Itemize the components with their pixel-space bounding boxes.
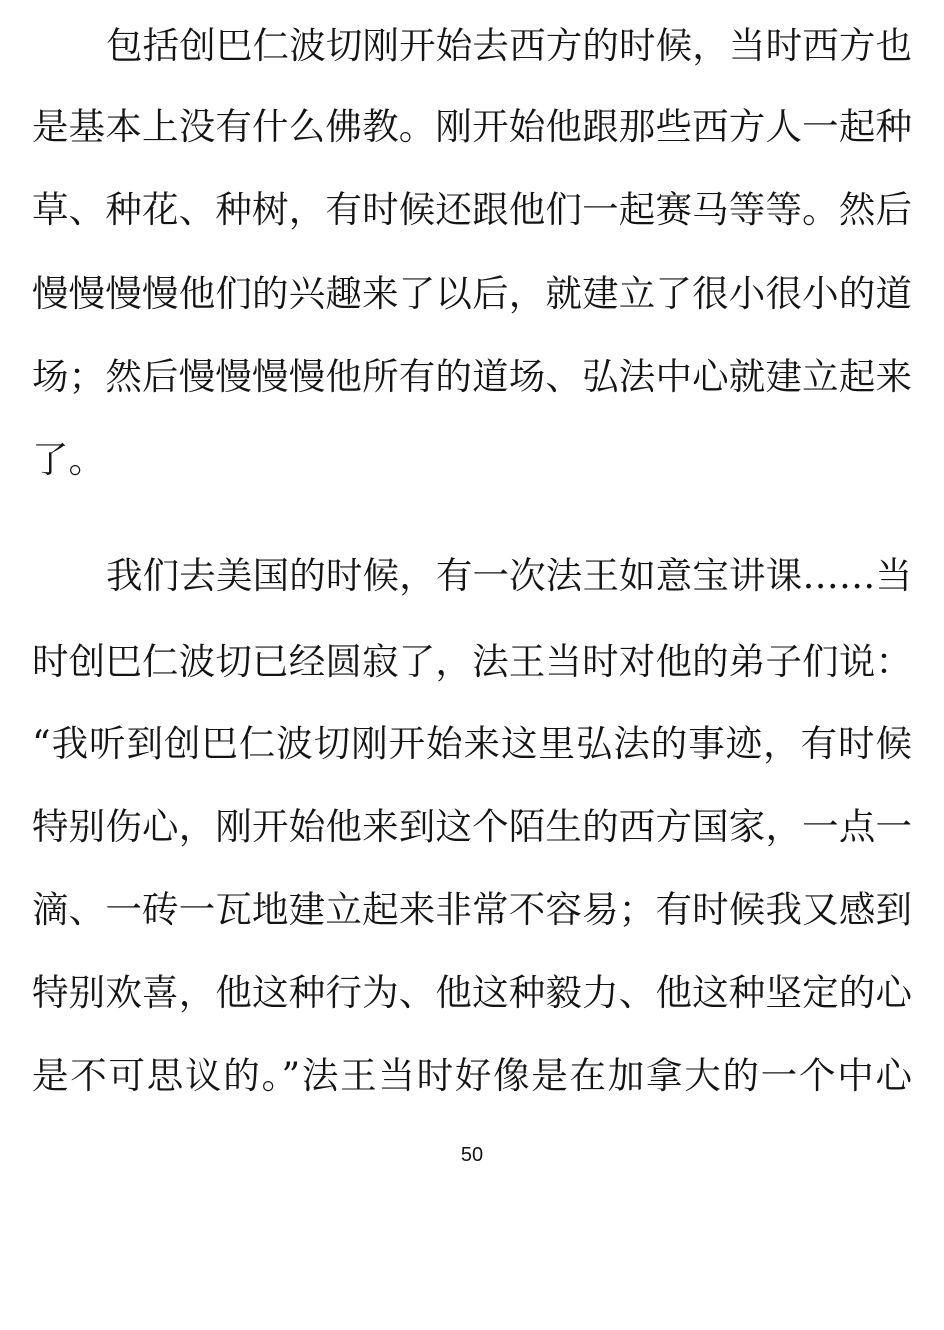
text-line: 我们去美国的时候，有一次法王如意宝讲课……当 — [106, 554, 912, 597]
text-line: “我听到创巴仁波切刚开始来这里弘法的事迹，有时候 — [32, 722, 912, 765]
text-line: 包括创巴仁波切刚开始去西方的时候，当时西方也 — [106, 24, 912, 67]
page-number: 50 — [460, 1144, 484, 1166]
text-line: 场；然后慢慢慢慢他所有的道场、弘法中心就建立起来 — [32, 355, 912, 398]
text-line: 草、种花、种树，有时候还跟他们一起赛马等等。然后 — [32, 188, 912, 231]
text-line: 特别伤心，刚开始他来到这个陌生的西方国家，一点一 — [32, 805, 912, 848]
text-line: 慢慢慢慢他们的兴趣来了以后，就建立了很小很小的道 — [32, 272, 912, 315]
text-line: 时创巴仁波切已经圆寂了，法王当时对他的弟子们说： — [32, 640, 912, 683]
text-line: 是不可思议的。”法王当时好像是在加拿大的一个中心 — [32, 1054, 912, 1097]
text-line: 特别欢喜，他这种行为、他这种毅力、他这种坚定的心 — [32, 971, 912, 1014]
text-line: 了。 — [32, 438, 105, 481]
text-line: 滴、一砖一瓦地建立起来非常不容易；有时候我又感到 — [32, 888, 912, 931]
text-line: 是基本上没有什么佛教。刚开始他跟那些西方人一起种 — [32, 105, 912, 148]
